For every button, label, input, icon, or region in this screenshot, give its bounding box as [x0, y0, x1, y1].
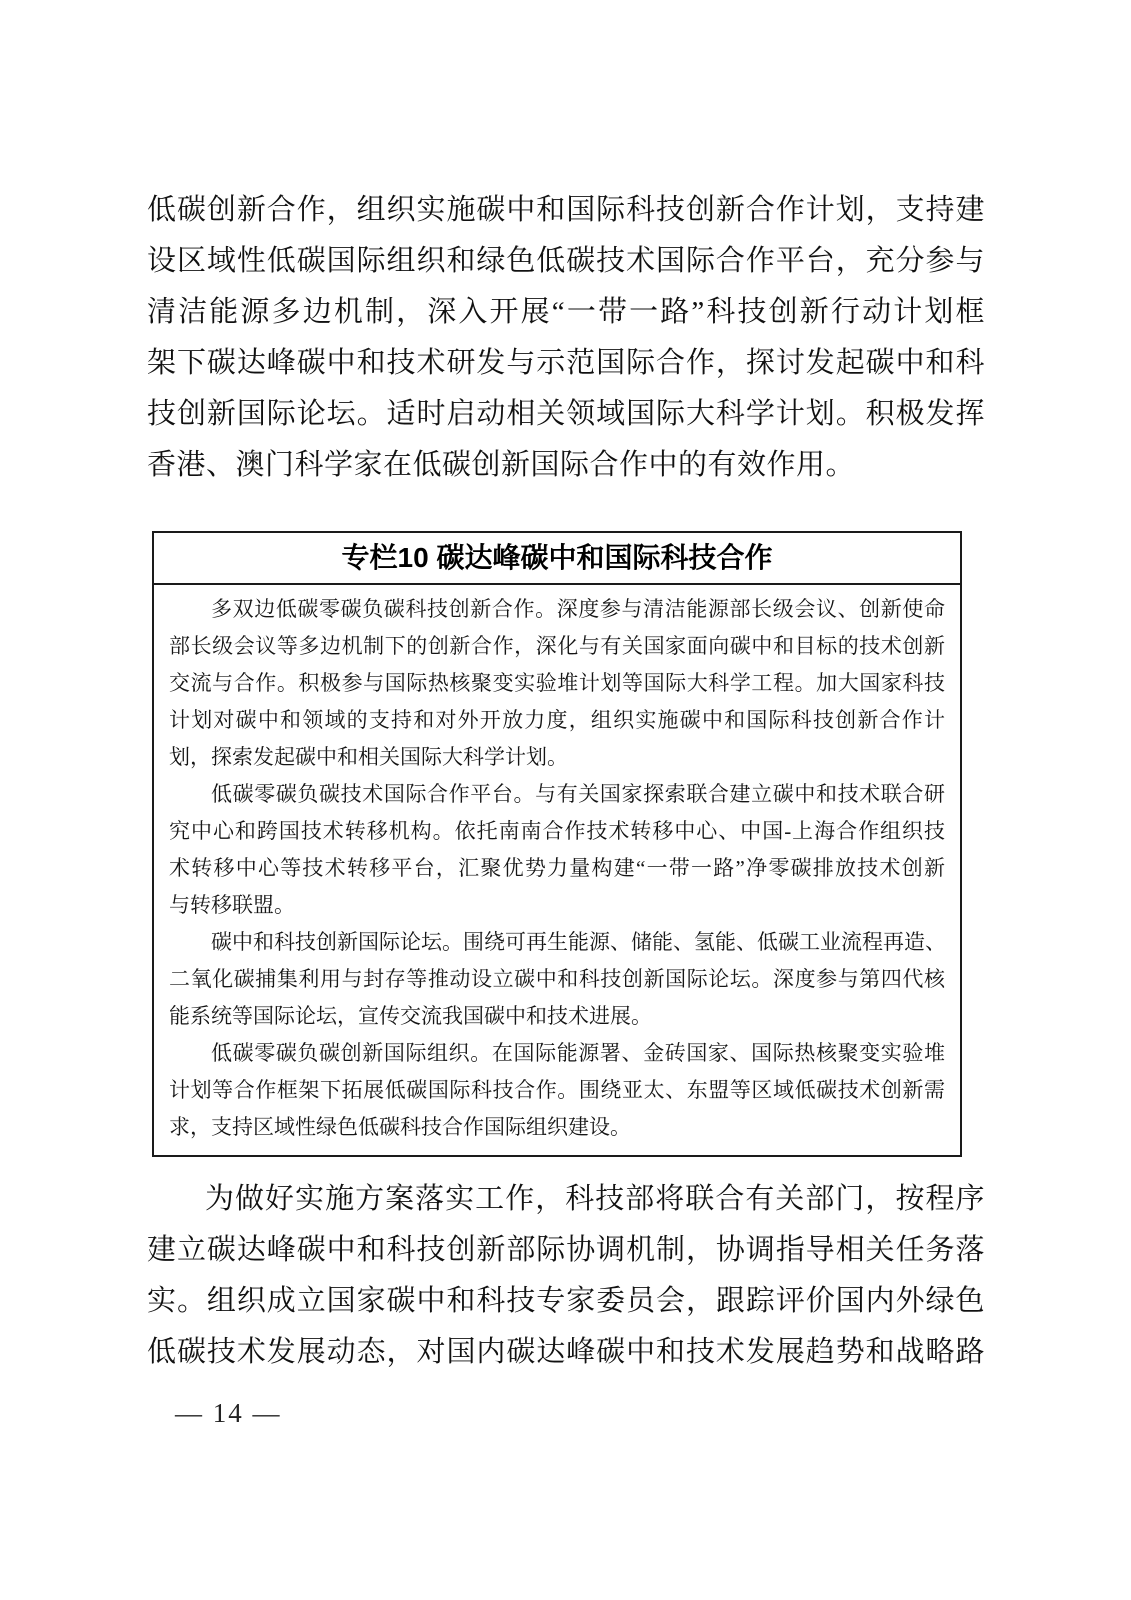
text-line: 计划对碳中和领域的支持和对外开放力度，组织实施碳中和国际科技创新合作计 — [169, 708, 945, 732]
feature-box-column-10 — [152, 531, 962, 1157]
text-line: 求，支持区域性绿色低碳科技合作国际组织建设。 — [169, 1115, 631, 1139]
box-paragraph — [169, 591, 945, 776]
box-body — [154, 585, 960, 1155]
body-paragraph-bottom — [147, 1174, 985, 1378]
text-line: 清洁能源多边机制，深入开展“一带一路”科技创新行动计划框 — [147, 296, 985, 328]
text-line: 实。组织成立国家碳中和科技专家委员会，跟踪评价国内外绿色 — [147, 1285, 985, 1317]
text-line: 低碳零碳负碳创新国际组织。在国际能源署、金砖国家、国际热核聚变实验堆 — [211, 1041, 945, 1065]
body-paragraph-top — [147, 185, 985, 491]
text-line: 计划等合作框架下拓展低碳国际科技合作。围绕亚太、东盟等区域低碳技术创新需 — [169, 1078, 945, 1102]
page-number: — 14 — — [175, 1398, 282, 1428]
text-line: 技创新国际论坛。适时启动相关领域国际大科学计划。积极发挥 — [147, 398, 985, 430]
text-line: 部长级会议等多边机制下的创新合作，深化与有关国家面向碳中和目标的技术创新 — [169, 634, 945, 658]
text-line: 与转移联盟。 — [169, 893, 295, 917]
text-line: 低碳创新合作，组织实施碳中和国际科技创新合作计划，支持建 — [147, 194, 985, 226]
text-line: 能系统等国际论坛，宣传交流我国碳中和技术进展。 — [169, 1004, 652, 1028]
text-line: 低碳零碳负碳技术国际合作平台。与有关国家探索联合建立碳中和技术联合研 — [211, 782, 945, 806]
text-line: 设区域性低碳国际组织和绿色低碳技术国际合作平台，充分参与 — [147, 245, 985, 277]
box-paragraph — [169, 924, 945, 1035]
text-line: 建立碳达峰碳中和科技创新部际协调机制，协调指导相关任务落 — [147, 1234, 985, 1266]
text-line: 低碳技术发展动态，对国内碳达峰碳中和技术发展趋势和战略路 — [147, 1336, 985, 1368]
text-line: 术转移中心等技术转移平台，汇聚优势力量构建“一带一路”净零碳排放技术创新 — [169, 856, 945, 880]
text-line: 划，探索发起碳中和相关国际大科学计划。 — [169, 745, 568, 769]
text-line: 架下碳达峰碳中和技术研发与示范国际合作，探讨发起碳中和科 — [147, 347, 985, 379]
text-line: 为做好实施方案落实工作，科技部将联合有关部门，按程序 — [205, 1183, 985, 1215]
text-line: 二氧化碳捕集利用与封存等推动设立碳中和科技创新国际论坛。深度参与第四代核 — [169, 967, 945, 991]
box-paragraph — [169, 776, 945, 924]
text-line: 究中心和跨国技术转移机构。依托南南合作技术转移中心、中国-上海合作组织技 — [169, 819, 945, 843]
text-line: 香港、澳门科学家在低碳创新国际合作中的有效作用。 — [147, 449, 856, 481]
box-title: 专栏10 碳达峰碳中和国际科技合作 — [154, 533, 960, 585]
text-line: 碳中和科技创新国际论坛。围绕可再生能源、储能、氢能、低碳工业流程再造、 — [211, 930, 946, 954]
box-paragraph — [169, 1035, 945, 1146]
text-line: 多双边低碳零碳负碳科技创新合作。深度参与清洁能源部长级会议、创新使命 — [211, 597, 945, 621]
text-line: 交流与合作。积极参与国际热核聚变实验堆计划等国际大科学工程。加大国家科技 — [169, 671, 945, 695]
